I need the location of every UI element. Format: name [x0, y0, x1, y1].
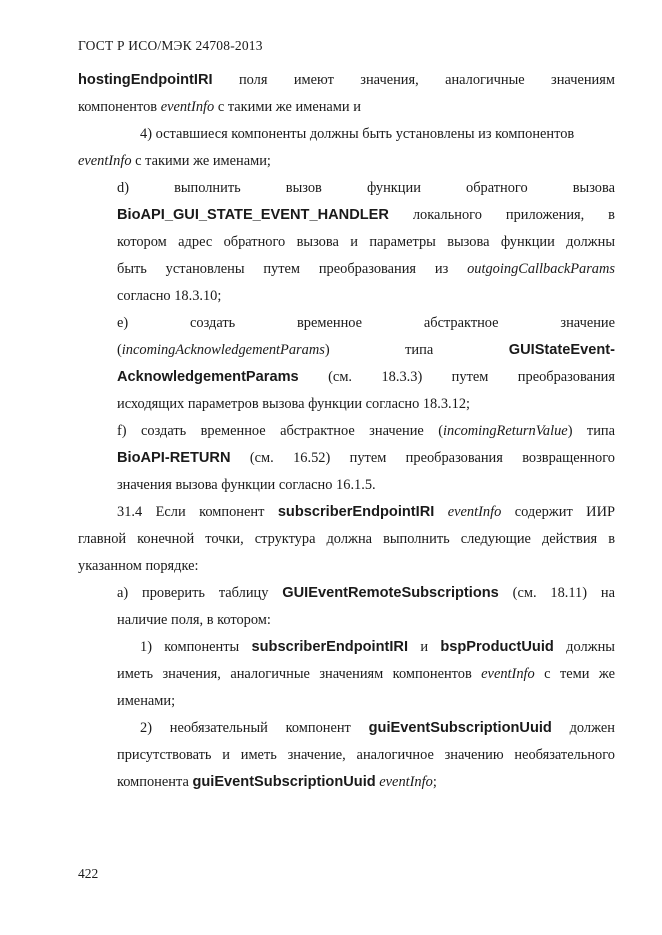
paragraph-line: [117, 449, 615, 467]
text: a) проверить таблицу: [117, 585, 269, 601]
paragraph-line: [78, 152, 615, 170]
text: должен: [569, 720, 615, 736]
text: 31.4 Если компонент: [117, 504, 265, 520]
list-item-a1: [140, 638, 615, 656]
list-item-e: e) создать временное абстрактное значение: [117, 315, 615, 331]
code-term: bspProductUuid: [440, 639, 554, 655]
italic-term: eventInfo: [447, 504, 502, 520]
paragraph-line: [117, 665, 615, 683]
code-term: BioAPI-RETURN: [117, 450, 231, 466]
paragraph-line: [117, 341, 615, 359]
text: быть установлены путем преобразования из: [117, 261, 449, 277]
code-term: AcknowledgementParams: [117, 369, 299, 385]
paragraph-line: наличие поля, в котором:: [117, 612, 271, 628]
text: и: [420, 639, 429, 655]
text: (см. 16.52) путем преобразования возвращенного: [249, 450, 615, 466]
text: (см. 18.11) на: [512, 585, 615, 601]
text: типа: [405, 342, 434, 358]
italic-term: outgoingCallbackParams: [467, 261, 615, 277]
document-header: ГОСТ Р ИСО/МЭК 24708-2013: [78, 38, 263, 53]
paragraph-line: указанном порядке:: [78, 558, 199, 574]
code-term: BioAPI_GUI_STATE_EVENT_HANDLER: [117, 207, 389, 223]
text: ;: [432, 774, 437, 790]
code-term: subscriberEndpointIRI: [251, 639, 409, 655]
italic-term: eventInfo: [78, 153, 132, 169]
text: содержит ИИР: [514, 504, 615, 520]
italic-term: incomingAcknowledgementParams: [121, 342, 325, 358]
list-item-a: [117, 584, 615, 602]
paragraph-line: [117, 368, 615, 386]
code-term: GUIEventRemoteSubscriptions: [282, 585, 499, 601]
text: должны: [566, 639, 615, 655]
text: 2) необязательный компонент: [140, 720, 351, 736]
section-31-4: [117, 503, 615, 521]
list-item-a2: [140, 719, 615, 737]
text: с такими же именами;: [135, 153, 271, 169]
code-term: subscriberEndpointIRI: [277, 504, 435, 520]
text: иметь значения, аналогичные значениям компонентов: [117, 666, 472, 682]
text: компонента: [117, 774, 189, 790]
text: ) типа: [567, 423, 615, 439]
text: с такими же именами и: [217, 99, 361, 115]
italic-term: eventInfo: [481, 666, 535, 682]
text: локального приложения, в: [412, 207, 615, 223]
paragraph-line: [78, 98, 615, 116]
code-term: GUIStateEvent-: [508, 342, 615, 358]
paragraph-line: именами;: [117, 693, 176, 709]
code-term: guiEventSubscriptionUuid: [368, 720, 552, 736]
paragraph-line: согласно 18.3.10;: [117, 288, 222, 304]
page-number: 422: [78, 866, 99, 881]
text: с теми же: [544, 666, 615, 682]
italic-term: eventInfo: [379, 774, 433, 790]
text: 1) компоненты: [140, 639, 240, 655]
paragraph-line: [117, 260, 615, 278]
paragraph-line: присутствовать и иметь значение, аналогичное значению необязательного: [117, 747, 615, 763]
paragraph-line: [117, 206, 615, 224]
list-item-f: [117, 422, 615, 440]
paragraph-line: [78, 71, 615, 89]
list-item-d: d) выполнить вызов функции обратного вызова: [117, 180, 615, 196]
text: (см. 18.3.3) путем преобразования: [328, 369, 615, 385]
paragraph-line: значения вызова функции согласно 16.1.5.: [117, 477, 376, 493]
italic-term: eventInfo: [160, 99, 215, 115]
text: [117, 423, 615, 439]
text: [117, 342, 330, 358]
paragraph-line: [117, 773, 615, 791]
text: компонентов: [78, 99, 158, 115]
paren: ): [324, 342, 330, 358]
text: поля имеют значения, аналогичные значениям: [238, 72, 615, 88]
paragraph-line: 4) оставшиеся компоненты должны быть установлены из компонентов: [140, 126, 575, 142]
code-term: guiEventSubscriptionUuid: [192, 774, 376, 790]
text: f) создать временное абстрактное значение (: [117, 423, 443, 439]
paragraph-line: главной конечной точки, структура должна выполнить следующие действия в: [78, 531, 615, 547]
paragraph-line: котором адрес обратного вызова и параметры вызова функции должны: [117, 234, 615, 250]
code-term: hostingEndpointIRI: [78, 72, 213, 88]
italic-term: incomingReturnValue: [443, 423, 568, 439]
paren: (: [117, 342, 122, 358]
paragraph-line: исходящих параметров вызова функции согласно 18.3.12;: [117, 396, 471, 412]
